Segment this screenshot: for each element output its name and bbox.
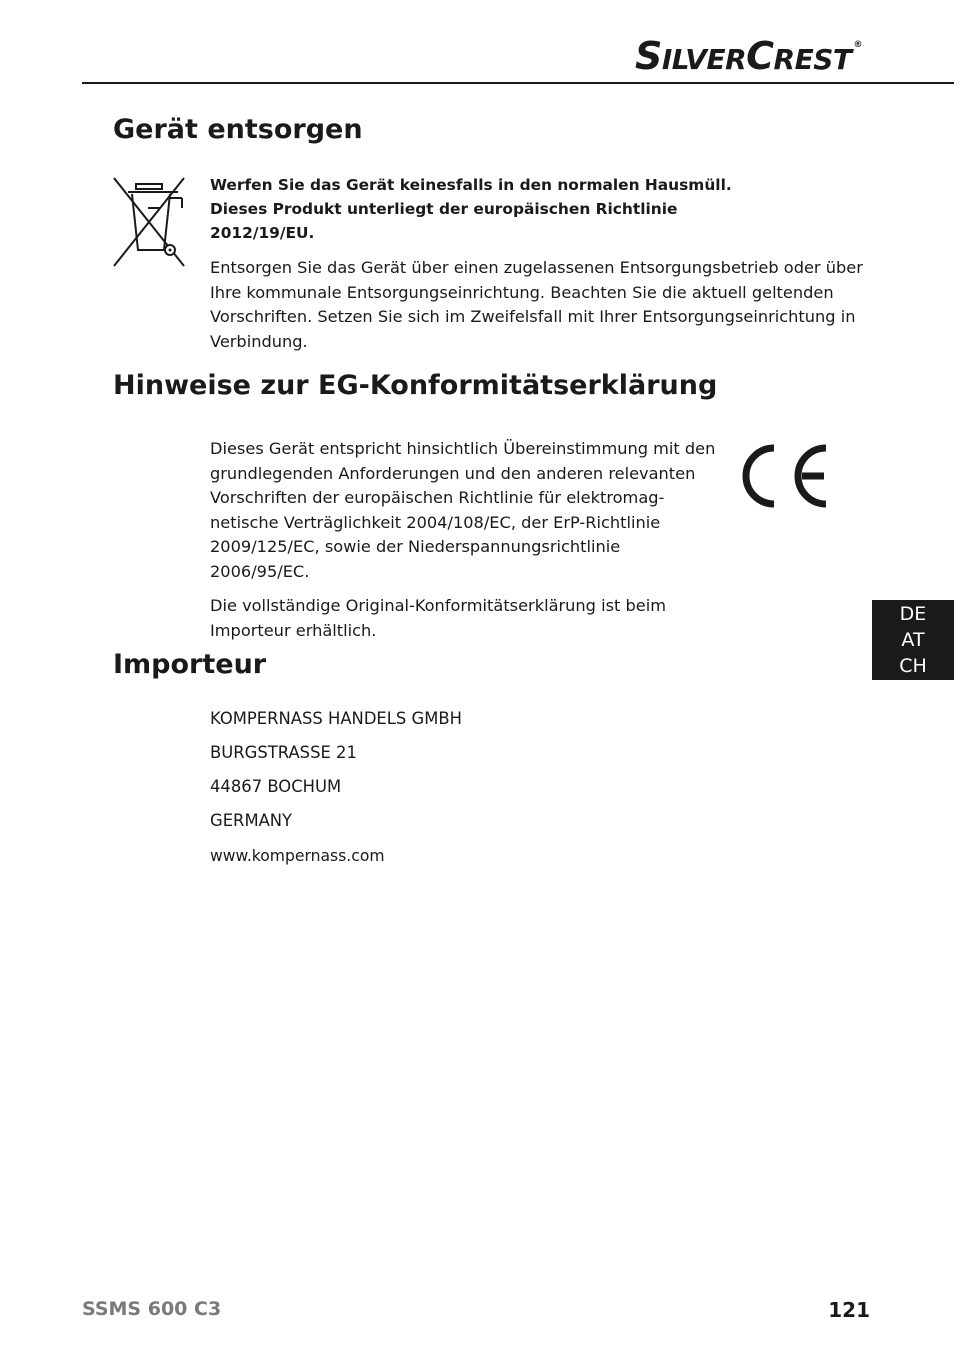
conformity-body-line-5: 2009/125/EC, sowie der Niederspannungsrichtlinie — [210, 537, 621, 556]
importer-heading: Importeur — [113, 649, 267, 680]
disposal-body-line-1: Entsorgen Sie das Gerät über einen zugelassenen Entsorgungsbetrieb oder über — [210, 258, 863, 277]
disposal-body-line-2: Ihre kommunale Entsorgungseinrichtung. Beachten Sie die aktuell geltenden — [210, 283, 834, 302]
footer-model: SSMS 600 C3 — [82, 1298, 222, 1320]
conformity-note-line-1: Die vollständige Original-Konformitätserklärung ist beim — [210, 596, 667, 615]
conformity-body-line-2: grundlegenden Anforderungen und den anderen relevanten — [210, 464, 696, 483]
importer-company: KOMPERNASS HANDELS GMBH — [210, 709, 462, 728]
importer-street: BURGSTRASSE 21 — [210, 743, 357, 762]
disposal-warning-line-3: 2012/19/EU. — [210, 224, 315, 242]
disposal-body-line-3: Vorschriften. Setzen Sie sich im Zweifelsfall mit Ihrer Entsorgungseinrichtung in — [210, 307, 856, 326]
disposal-heading: Gerät entsorgen — [113, 114, 363, 145]
crossed-out-bin-icon — [112, 176, 186, 268]
conformity-body-line-3: Vorschriften der europäischen Richtlinie für elektromag- — [210, 488, 665, 507]
disposal-warning-line-2: Dieses Produkt unterliegt der europäischen Richtlinie — [210, 200, 678, 218]
importer-website: www.kompernass.com — [210, 847, 385, 865]
conformity-body-line-4: netische Verträglichkeit 2004/108/EC, der ErP-Richtlinie — [210, 513, 661, 532]
header-divider — [82, 82, 954, 84]
language-code-ch: CH — [899, 655, 927, 677]
conformity-note-line-2: Importeur erhältlich. — [210, 621, 377, 640]
language-code-at: AT — [901, 629, 925, 651]
language-code-de: DE — [899, 603, 927, 625]
conformity-heading: Hinweise zur EG-Konformitätserklärung — [113, 370, 718, 401]
conformity-body-line-1: Dieses Gerät entspricht hinsichtlich Übereinstimmung mit den — [210, 439, 716, 458]
ce-mark-icon — [732, 440, 832, 512]
disposal-body-line-4: Verbindung. — [210, 332, 308, 351]
conformity-body-line-6: 2006/95/EC. — [210, 562, 310, 581]
importer-city: 44867 BOCHUM — [210, 777, 342, 796]
disposal-warning-line-1: Werfen Sie das Gerät keinesfalls in den normalen Hausmüll. — [210, 176, 732, 194]
importer-country: GERMANY — [210, 811, 293, 830]
page-number: 121 — [828, 1298, 870, 1322]
language-tab — [872, 600, 954, 680]
brand-logo: SILVERCREST ® — [635, 34, 862, 78]
